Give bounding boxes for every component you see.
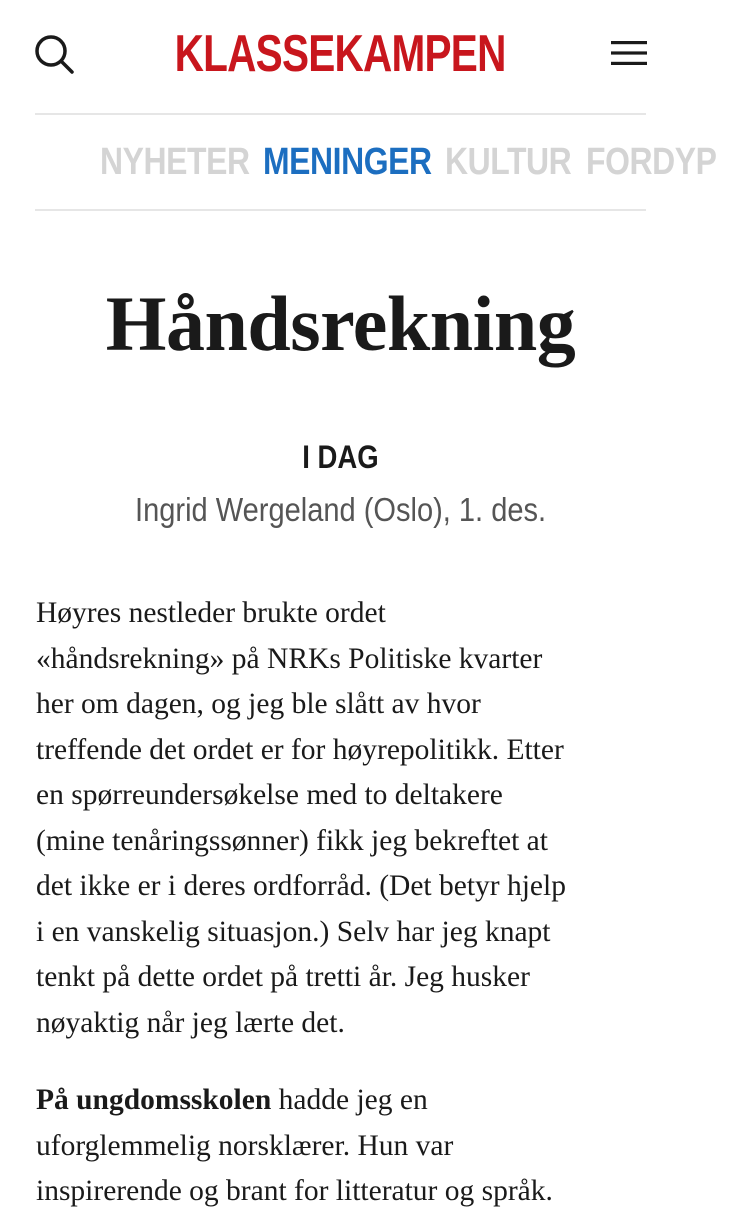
paragraph-line: en spørreundersøkelse med to deltakere (36, 779, 503, 811)
paragraph-line: inspirerende og brant for litteratur og språk. (36, 1175, 553, 1207)
nav-item-nyheter[interactable]: NYHETER (100, 141, 250, 183)
paragraph-line: tenkt på dette ordet på tretti år. Jeg husker (36, 961, 530, 993)
paragraph-line: i en vanskelig situasjon.) Selv har jeg knapt (36, 915, 551, 948)
article-title: Håndsrekning (105, 280, 576, 367)
paragraph-line: Høyres nestleder brukte ordet (36, 597, 386, 629)
paragraph-line: det ikke er i deres ordforråd. (Det betyr hjelp (36, 870, 566, 902)
paragraph-line: her om dagen, og jeg ble slått av hvor (36, 688, 481, 720)
article-paragraph (36, 591, 656, 1046)
article-byline: Ingrid Wergeland (Oslo), 1. des. (134, 491, 547, 528)
site-header (0, 0, 681, 113)
menu-button[interactable] (610, 38, 648, 68)
site-logo[interactable]: KLASSEKAMPEN (175, 25, 506, 83)
paragraph-line: treffende det ordet er for høyrepolitikk. Etter (36, 733, 564, 766)
nav-item-fordyp[interactable]: FORDYP (586, 141, 717, 183)
nav-divider (35, 209, 646, 211)
paragraph-line: uforglemmelig norsklærer. Hun var (36, 1129, 454, 1162)
paragraph-line: (mine tenåringssønner) fikk jeg bekreftet at (36, 824, 548, 857)
nav-item-meninger[interactable]: MENINGER (263, 141, 432, 183)
hamburger-menu-icon (610, 38, 648, 68)
section-label: I DAG (302, 439, 379, 475)
nav-item-kultur[interactable]: KULTUR (445, 141, 572, 183)
paragraph-lead: På ungdomsskolen (36, 1084, 272, 1116)
paragraph-line: nøyaktig når jeg lærte det. (36, 1006, 345, 1039)
paragraph-line: «håndsrekning» på NRKs Politiske kvarter (36, 642, 543, 675)
section-nav (0, 114, 717, 209)
paragraph-line: På ungdomsskolen hadde jeg en (36, 1084, 428, 1116)
article-paragraph (36, 1078, 656, 1215)
